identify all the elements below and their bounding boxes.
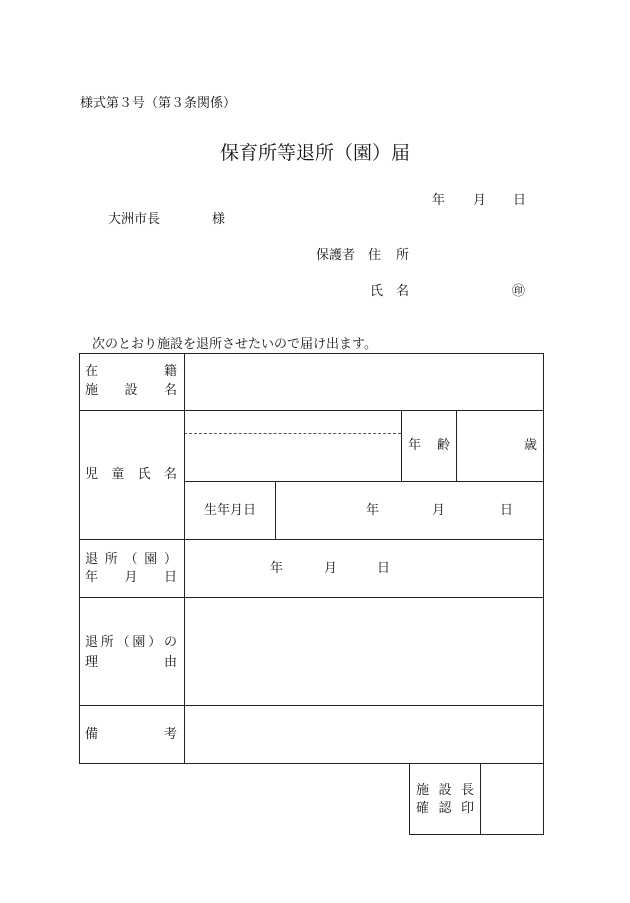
address-label-1: 住 xyxy=(368,248,382,263)
remarks-input[interactable] xyxy=(185,706,542,762)
date-day-label: 日 xyxy=(513,193,527,208)
confirm-box-left xyxy=(409,763,410,835)
reason-label-line2 xyxy=(85,655,177,671)
confirm-char: 設 xyxy=(438,783,452,798)
age-label-char: 年 xyxy=(408,438,422,453)
withdraw-year-label: 年 xyxy=(270,561,284,576)
reason-char: 由 xyxy=(163,655,177,670)
facility-char: 施 xyxy=(85,383,99,398)
withdraw-char: 日 xyxy=(163,570,177,585)
date-year-label: 年 xyxy=(432,193,446,208)
addressee-name: 大洲市長 xyxy=(108,212,161,227)
confirm-box-bottom xyxy=(409,834,544,835)
table-border-bottom xyxy=(79,763,544,764)
birth-year-label: 年 xyxy=(366,503,380,518)
withdraw-char: （ xyxy=(124,552,138,567)
name-label-2: 名 xyxy=(396,284,410,299)
confirm-seal-area[interactable] xyxy=(481,764,542,833)
withdraw-char: 所 xyxy=(104,552,118,567)
withdraw-date-label-line2 xyxy=(85,570,177,586)
facility-name-input[interactable] xyxy=(185,354,542,409)
facility-char: 在 xyxy=(85,364,99,379)
confirm-char: 長 xyxy=(460,783,474,798)
reason-char: の xyxy=(163,635,177,650)
child-label-char: 童 xyxy=(111,467,125,482)
withdraw-char: 退 xyxy=(85,552,99,567)
reason-label-line1 xyxy=(85,635,177,651)
age-unit: 歳 xyxy=(524,438,538,453)
withdraw-day-label: 日 xyxy=(377,561,391,576)
row-divider-child xyxy=(79,539,544,540)
age-label xyxy=(408,438,450,454)
form-number: 様式第３号（第３条関係） xyxy=(80,96,237,111)
confirm-label-line2 xyxy=(416,801,474,817)
confirm-char: 施 xyxy=(416,783,430,798)
reason-char: 園 xyxy=(132,635,146,650)
confirm-label-line1 xyxy=(416,783,474,799)
facility-char: 設 xyxy=(124,383,138,398)
child-label-char: 児 xyxy=(85,467,99,482)
child-label-char: 名 xyxy=(163,467,177,482)
child-furigana-input[interactable] xyxy=(185,411,400,432)
child-label-char: 氏 xyxy=(137,467,151,482)
remarks-char: 考 xyxy=(163,727,177,742)
intro-sentence: 次のとおり施設を退所させたいので届け出ます。 xyxy=(92,337,377,352)
seal-mark: ㊞ xyxy=(512,284,526,299)
withdraw-char: 年 xyxy=(85,570,99,585)
reason-char: 理 xyxy=(85,655,99,670)
birth-date-label: 生年月日 xyxy=(204,503,257,518)
addressee-honorific: 様 xyxy=(212,212,226,227)
age-label-char: 齢 xyxy=(436,438,450,453)
reason-char: （ xyxy=(116,635,130,650)
reason-char: 退 xyxy=(85,635,99,650)
table-border-left xyxy=(79,353,80,763)
date-month-label: 月 xyxy=(473,193,487,208)
facility-label-line1 xyxy=(85,364,177,380)
reason-input[interactable] xyxy=(185,598,542,704)
name-label-1: 氏 xyxy=(370,284,384,299)
withdraw-char: 月 xyxy=(124,570,138,585)
row-divider-birth xyxy=(184,481,544,482)
birth-month-label: 月 xyxy=(432,503,446,518)
child-name-label xyxy=(85,467,177,483)
facility-char: 名 xyxy=(163,383,177,398)
withdraw-char: 園 xyxy=(144,552,158,567)
withdraw-month-label: 月 xyxy=(324,561,338,576)
confirm-char: 認 xyxy=(438,801,452,816)
child-name-input[interactable] xyxy=(185,435,400,480)
confirm-char: 確 xyxy=(416,801,430,816)
reason-char: ） xyxy=(148,635,162,650)
remarks-char: 備 xyxy=(85,727,99,742)
guardian-label: 保護者 xyxy=(316,248,356,263)
address-label-2: 所 xyxy=(396,248,410,263)
confirm-char: 印 xyxy=(460,801,474,816)
document-title: 保育所等退所（園）届 xyxy=(219,142,410,164)
facility-label-line2 xyxy=(85,383,177,399)
facility-char: 籍 xyxy=(163,364,177,379)
age-input[interactable] xyxy=(457,411,519,480)
age-label-left-border xyxy=(401,410,402,481)
remarks-label xyxy=(85,727,177,743)
withdraw-date-label-line1 xyxy=(85,552,177,568)
reason-char: 所 xyxy=(100,635,114,650)
furigana-divider xyxy=(184,433,401,434)
confirm-box-right xyxy=(543,763,544,835)
birth-day-label: 日 xyxy=(500,503,514,518)
birth-label-right-border xyxy=(275,481,276,539)
table-border-right xyxy=(543,353,544,763)
withdraw-char: ） xyxy=(163,552,177,567)
